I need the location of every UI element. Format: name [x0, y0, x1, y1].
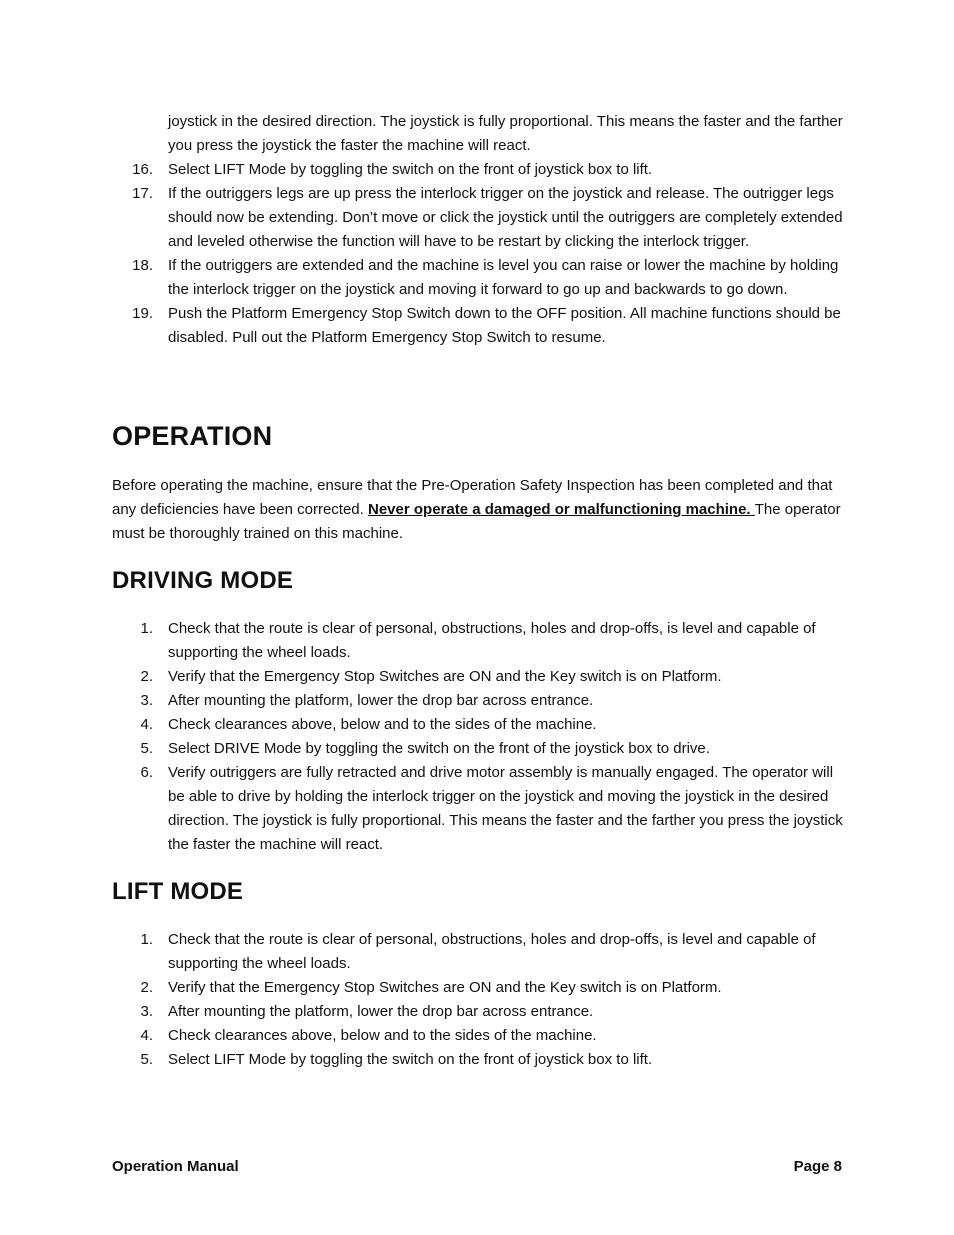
list-item [112, 302, 847, 350]
top-steps-list [112, 158, 847, 350]
list-item [112, 1048, 847, 1072]
list-number: 4. [140, 1027, 153, 1044]
list-number: 2. [140, 979, 153, 996]
list-number: 3. [140, 692, 153, 709]
driving-mode-section [112, 566, 847, 596]
list-number: 17. [132, 185, 153, 202]
list-item-text: Select LIFT Mode by toggling the switch on the front of joystick box to lift. [168, 1051, 653, 1068]
list-item [112, 761, 847, 857]
operation-heading: OPERATION [112, 421, 273, 451]
list-item-text: Verify that the Emergency Stop Switches are ON and the Key switch is on Platform. [168, 668, 722, 685]
list-item-text: Verify that the Emergency Stop Switches are ON and the Key switch is on Platform. [168, 979, 722, 996]
list-item-text: If the outriggers legs are up press the interlock trigger on the joystick and release. The outrigger legs should now be extending. Don’t move or click the joystick until the outriggers are completely extended and leveled otherwise the function will have to be restart by clicking the interlock trigger. [168, 185, 843, 250]
operation-paragraph [112, 474, 847, 546]
driving-steps-block [112, 617, 847, 857]
list-item [112, 665, 847, 689]
list-item-text: After mounting the platform, lower the drop bar across entrance. [168, 692, 594, 709]
list-number: 2. [140, 668, 153, 685]
list-item-text: Check that the route is clear of personal, obstructions, holes and drop-offs, is level and capable of supporting the wheel loads. [168, 620, 816, 661]
list-number: 3. [140, 1003, 153, 1020]
list-item [112, 976, 847, 1000]
driving-mode-heading: DRIVING MODE [112, 567, 294, 594]
operation-warning-text: Never operate a damaged or malfunctioning machine. [368, 501, 755, 518]
list-item-text: Check clearances above, below and to the sides of the machine. [168, 716, 597, 733]
list-item [112, 182, 847, 254]
lift-steps-list [112, 928, 847, 1072]
list-item-text: Select LIFT Mode by toggling the switch on the front of joystick box to lift. [168, 161, 653, 178]
list-number: 1. [140, 620, 153, 637]
lift-mode-heading: LIFT MODE [112, 878, 244, 905]
list-item-text: Push the Platform Emergency Stop Switch down to the OFF position. All machine functions should be disabled. Pull out the Platform Emergency Stop Switch to resume. [168, 305, 841, 346]
list-number: 1. [140, 931, 153, 948]
list-item [112, 928, 847, 976]
continuation-text: joystick in the desired direction. The joystick is fully proportional. This means the faster and the farther you press the joystick the faster the machine will react. [168, 113, 843, 154]
footer-document-title: Operation Manual [112, 1158, 239, 1175]
footer-page-number: Page 8 [793, 1158, 842, 1175]
list-item-text: Select DRIVE Mode by toggling the switch on the front of the joystick box to drive. [168, 740, 710, 757]
driving-steps-list [112, 617, 847, 857]
list-item [112, 713, 847, 737]
list-number: 16. [132, 161, 153, 178]
list-item [112, 254, 847, 302]
list-item-text: After mounting the platform, lower the drop bar across entrance. [168, 1003, 594, 1020]
list-number: 4. [140, 716, 153, 733]
list-number: 5. [140, 740, 153, 757]
list-item-text: Check that the route is clear of personal, obstructions, holes and drop-offs, is level and capable of supporting the wheel loads. [168, 931, 816, 972]
list-item [112, 158, 847, 182]
list-item [112, 1000, 847, 1024]
list-number: 19. [132, 305, 153, 322]
lift-steps-block [112, 928, 847, 1072]
list-item-text: If the outriggers are extended and the machine is level you can raise or lower the machine by holding the interlock trigger on the joystick and moving it forward to go up and backwards to go down. [168, 257, 839, 298]
operation-intro-text: Before operating the machine, ensure that the Pre-Operation Safety Inspection has been completed and that any deficiencies have been corrected. [112, 477, 833, 518]
operation-outro-text: The operator must be thoroughly trained on this machine. [112, 501, 841, 542]
top-steps-section [112, 110, 847, 350]
list-item [112, 737, 847, 761]
list-item-text: Verify outriggers are fully retracted and drive motor assembly is manually engaged. The operator will be able to drive by holding the interlock trigger on the joystick and moving the joystick in the desired direction. The joystick is fully proportional. This means the faster and the farther you press the joystick the faster the machine will react. [168, 764, 843, 853]
operation-paragraph-block [112, 474, 847, 546]
list-item [112, 1024, 847, 1048]
operation-section [112, 419, 847, 453]
list-number: 6. [140, 764, 153, 781]
list-number: 18. [132, 257, 153, 274]
list-item-text: Check clearances above, below and to the sides of the machine. [168, 1027, 597, 1044]
list-number: 5. [140, 1051, 153, 1068]
lift-mode-section [112, 877, 847, 907]
list-item [112, 689, 847, 713]
list-item [112, 617, 847, 665]
